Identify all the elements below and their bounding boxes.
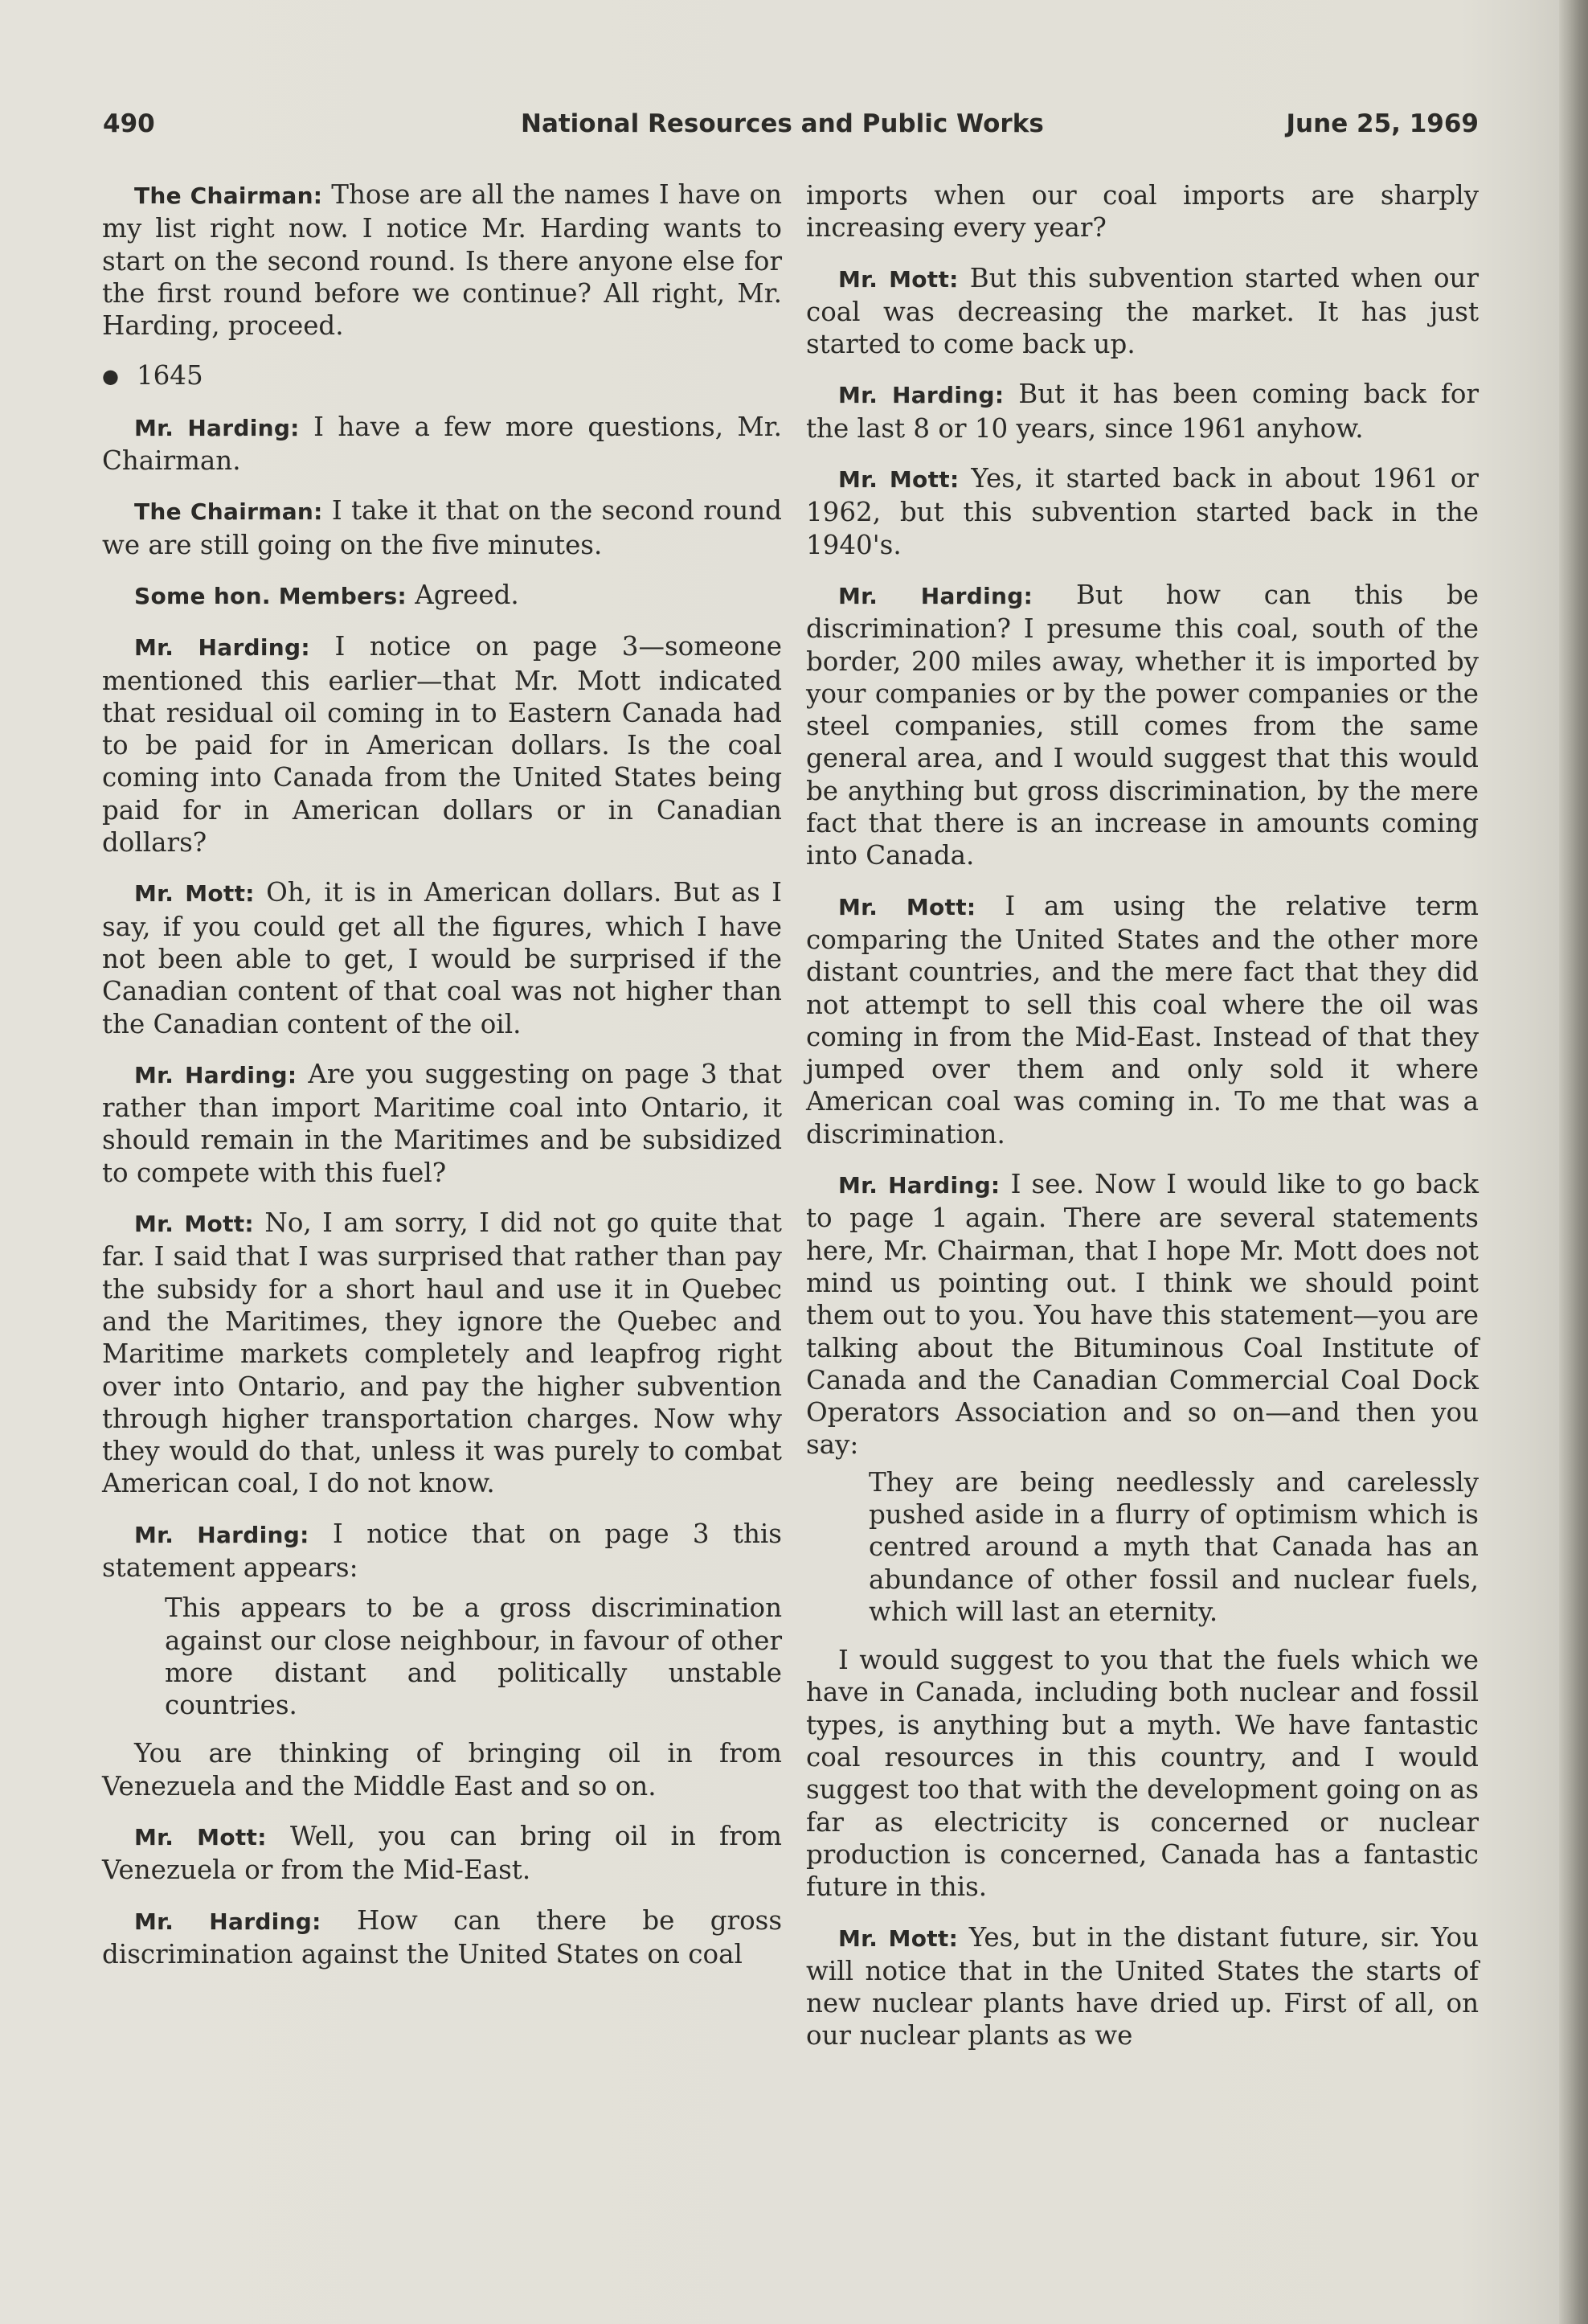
speaker-label: Mr. Mott:	[838, 265, 959, 293]
speech-text: I take it that on the second round we are still going on the five minutes.	[102, 495, 782, 560]
transcript-paragraph: imports when our coal imports are sharply increasing every year?	[806, 180, 1479, 244]
speaker-label: Mr. Mott:	[838, 893, 976, 920]
speaker-label: Mr. Harding:	[838, 1172, 1001, 1199]
transcript-paragraph	[102, 1820, 782, 1887]
transcript-paragraph	[102, 630, 782, 859]
block-quote: This appears to be a gross discrimination against our close neighbour, in favour of other more distant and politically unstable countries.	[165, 1592, 782, 1721]
speaker-label: The Chairman:	[134, 498, 323, 526]
running-header	[103, 109, 1479, 141]
speech-text: Yes, it started back in about 1961 or 1962, but this subvention started back in the 1940's.	[806, 463, 1479, 560]
book-binding-edge	[1559, 0, 1588, 2324]
speech-text: Those are all the names I have on my list right now. I notice Mr. Harding wants to start on the second round. Is there anyone else for the first round before we continue? All right, Mr. Harding, proceed.	[102, 179, 783, 342]
header-date: June 25, 1969	[1286, 109, 1479, 138]
speaker-label: Mr. Harding:	[134, 1908, 321, 1935]
speech-text: I notice that on page 3 this statement appears:	[102, 1518, 782, 1583]
transcript-paragraph	[102, 411, 782, 478]
right-column	[806, 179, 1479, 2070]
transcript-paragraph: I would suggest to you that the fuels which we have in Canada, including both nuclear and fossil types, is anything but a myth. We have fantastic coal resources in this country, and I would suggest too that with the development going on as far as electricity is concerned or nuclear production is concerned, Canada has a fantastic future in this.	[806, 1645, 1479, 1903]
speech-text: I am using the relative term comparing the United States and the other more distant countries, and the mere fact that they did not attempt to sell this coal where the oil was coming in from the Mid-East. Instead of that they jumped over them and only sold it where American coal was coming in. To me that was a discrimination.	[806, 890, 1480, 1150]
speech-text: I have a few more questions, Mr. Chairman.	[102, 411, 782, 477]
transcript-paragraph	[806, 462, 1479, 561]
speech-text: Well, you can bring oil in from Venezuela or from the Mid-East.	[102, 1821, 782, 1886]
transcript-paragraph	[806, 378, 1479, 445]
time-marker-value: 1645	[136, 360, 203, 391]
transcript-paragraph	[102, 1207, 782, 1500]
transcript-paragraph	[806, 890, 1479, 1150]
speaker-label: Mr. Harding:	[134, 634, 310, 662]
transcript-paragraph	[102, 579, 782, 613]
transcript-paragraph: You are thinking of bringing oil in from Venezuela and the Middle East and so on.	[102, 1738, 782, 1801]
speaker-label: Mr. Harding:	[838, 582, 1033, 609]
transcript-paragraph	[102, 1904, 782, 1971]
speech-text: Yes, but in the distant future, sir. You will notice that in the United States the starts of new nuclear plants have dried up. First of all, on our nuclear plants as we	[806, 1921, 1479, 2051]
speaker-label: Mr. Mott:	[134, 880, 255, 908]
transcript-paragraph	[102, 1058, 782, 1189]
speech-text: But how can this be discrimination? I presume this coal, south of the border, 200 miles away, whether it is imported by your companies or by the power companies or the steel companies, still comes from the same general area, and I would suggest that this would be anything but gross discrimination, by the mere fact that there is an increase in amounts coming into Canada.	[806, 579, 1479, 871]
transcript-paragraph	[102, 494, 782, 561]
transcript-paragraph	[806, 579, 1479, 872]
speech-text: No, I am sorry, I did not go quite that far. I said that I was surprised that rather than pay the subsidy for a short haul and use it in Quebec and the Maritimes, they ignore the Quebec and Maritime markets completely and leapfrog right over into Ontario, and pay the higher subvention through higher transportation charges. Now why they would do that, unless it was purely to combat American coal, I do not know.	[102, 1207, 782, 1499]
speech-text: Oh, it is in American dollars. But as I say, if you could get all the figures, which I have not been able to get, I would be surprised if the Canadian content of that coal was not higher than the Canadian content of the oil.	[102, 877, 782, 1039]
transcript-paragraph	[806, 1168, 1479, 1461]
speaker-label: Mr. Harding:	[838, 382, 1005, 409]
publication-title: National Resources and Public Works	[521, 109, 1044, 138]
speech-text: I see. Now I would like to go back to page 1 again. There are several statements here, Mr. Chairman, that I hope Mr. Mott does not mind us pointing out. I think we should point them out to you. You have this statement—you are talking about the Bituminous Coal Institute of Canada and the Canadian Commercial Coal Dock Operators Association and so on—and then you say:	[806, 1169, 1479, 1461]
speaker-label: Mr. Harding:	[134, 414, 300, 441]
transcript-paragraph	[102, 1518, 782, 1584]
speaker-label: The Chairman:	[134, 182, 323, 209]
transcript-paragraph	[102, 876, 782, 1039]
speech-text: How can there be gross discrimination against the United States on coal	[102, 1904, 783, 1969]
time-marker	[102, 359, 782, 392]
speaker-label: Mr. Harding:	[134, 1521, 309, 1548]
speech-text: I notice on page 3—someone mentioned this earlier—that Mr. Mott indicated that residual oil coming in to Eastern Canada had to be paid for in American dollars. Is the coal coming into Canada from the United States being paid for in American dollars or in Canadian dollars?	[102, 631, 782, 859]
page-number: 490	[103, 109, 155, 138]
speech-text: Agreed.	[415, 579, 519, 610]
speech-text: Are you suggesting on page 3 that rather than import Maritime coal into Ontario, it should remain in the Maritimes and be subsidized to compete with this fuel?	[102, 1058, 782, 1188]
speech-text: But this subvention started when our coal was decreasing the market. It has just started to come back up.	[806, 262, 1479, 360]
speaker-label: Some hon. Members:	[134, 582, 407, 609]
transcript-paragraph	[806, 262, 1479, 361]
left-column	[102, 178, 782, 1988]
speech-text: But it has been coming back for the last 8 or 10 years, since 1961 anyhow.	[806, 379, 1479, 444]
block-quote: They are being needlessly and carelessly pushed aside in a flurry of optimism which is centred around a myth that Canada has an abundance of other fossil and nuclear fuels, which will last an eternity.	[869, 1466, 1479, 1627]
bullet-icon: ●	[102, 365, 119, 388]
transcript-paragraph	[806, 1921, 1479, 2052]
speaker-label: Mr. Mott:	[838, 466, 960, 494]
speaker-label: Mr. Mott:	[134, 1824, 267, 1851]
transcript-paragraph	[102, 178, 782, 342]
speaker-label: Mr. Mott:	[134, 1211, 254, 1238]
speaker-label: Mr. Mott:	[838, 1924, 959, 1952]
speaker-label: Mr. Harding:	[134, 1061, 297, 1088]
